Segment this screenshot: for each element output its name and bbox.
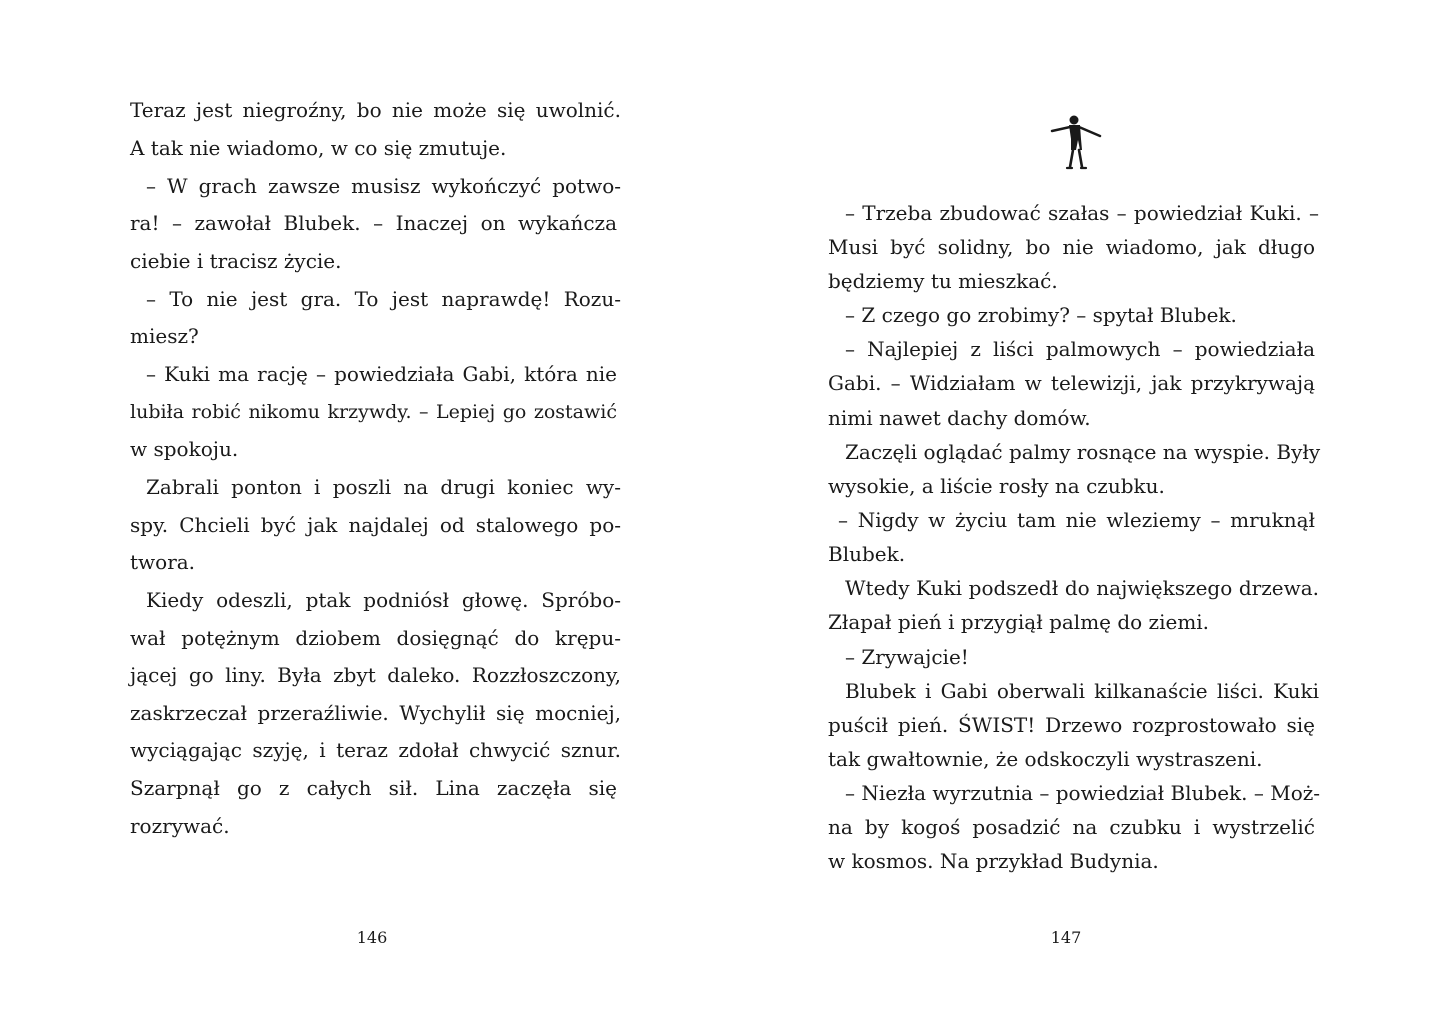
text-line: – Nigdy w życiu tam nie wleziemy – mruknął	[838, 508, 1315, 532]
text-line: Gabi. – Widziałam w telewizji, jak przykrywają	[828, 371, 1315, 395]
text-line: Zaczęli oglądać palmy rosnące na wyspie. Były	[845, 440, 1321, 464]
text-line: będziemy tu mieszkać.	[828, 269, 1058, 293]
text-line: – Niezła wyrzutnia – powiedział Blubek. – Moż-	[845, 781, 1321, 805]
text-line: ra! – zawołał Blubek. – Inaczej on wykańcza	[130, 211, 617, 235]
text-line: jącej go liny. Była zbyt daleko. Rozzłoszczony,	[130, 663, 621, 687]
text-line: – To nie jest gra. To jest naprawdę! Rozu-	[146, 287, 621, 311]
text-line: ciebie i tracisz życie.	[130, 249, 342, 273]
text-line: – Trzeba zbudować szałas – powiedział Kuki. –	[845, 201, 1319, 225]
text-line: spy. Chcieli być jak najdalej od stalowego po-	[130, 513, 621, 537]
left-page	[0, 0, 722, 1022]
text-line: Złapał pień i przygiął palmę do ziemi.	[828, 610, 1210, 634]
text-line: – Z czego go zrobimy? – spytał Blubek.	[845, 303, 1237, 327]
text-line: Blubek.	[828, 542, 906, 566]
page-number: 147	[1050, 928, 1082, 947]
text-line: rozrywać.	[130, 814, 230, 838]
text-line: Szarpnął go z całych sił. Lina zaczęła się	[130, 776, 617, 800]
text-line: wyciągając szyję, i teraz zdołał chwycić sznur.	[130, 738, 621, 762]
text-line: Musi być solidny, bo nie wiadomo, jak długo	[828, 235, 1315, 259]
text-line: A tak nie wiadomo, w co się zmutuje.	[130, 136, 507, 160]
text-line: zaskrzeczał przeraźliwie. Wychylił się mocniej,	[130, 701, 621, 725]
text-line: – Kuki ma rację – powiedziała Gabi, która nie	[146, 362, 617, 386]
text-line: – W grach zawsze musisz wykończyć potwo-	[146, 174, 621, 198]
text-line: wysokie, a liście rosły na czubku.	[828, 474, 1165, 498]
text-line: tak gwałtownie, że odskoczyli wystraszeni.	[828, 747, 1263, 771]
text-line: Zabrali ponton i poszli na drugi koniec wy-	[146, 475, 621, 499]
text-line: – Najlepiej z liści palmowych – powiedziała	[845, 337, 1315, 361]
text-line: Kiedy odeszli, ptak podniósł głowę. Spróbo-	[146, 588, 621, 612]
text-line: w kosmos. Na przykład Budynia.	[828, 849, 1159, 873]
text-line: Wtedy Kuki podszedł do największego drzewa.	[845, 576, 1319, 600]
text-line: lubiła robić nikomu krzywdy. – Lepiej go zostawić	[130, 401, 617, 423]
text-line: Blubek i Gabi oberwali kilkanaście liści. Kuki	[845, 679, 1319, 703]
text-line: wał potężnym dziobem dosięgnąć do krępu-	[130, 626, 621, 650]
text-line: twora.	[130, 550, 196, 574]
text-line: miesz?	[130, 324, 199, 348]
boy-silhouette-icon	[1049, 112, 1103, 172]
text-line: w spokoju.	[130, 437, 239, 461]
text-line: na by kogoś posadzić na czubku i wystrzelić	[828, 815, 1315, 839]
page-number: 146	[356, 928, 388, 947]
right-page	[722, 0, 1445, 1022]
text-line: puścił pień. ŚWIST! Drzewo rozprostowało się	[828, 713, 1315, 737]
text-line: nimi nawet dachy domów.	[828, 406, 1091, 430]
text-line: – Zrywajcie!	[845, 645, 969, 669]
text-line: Teraz jest niegroźny, bo nie może się uwolnić.	[130, 98, 621, 122]
